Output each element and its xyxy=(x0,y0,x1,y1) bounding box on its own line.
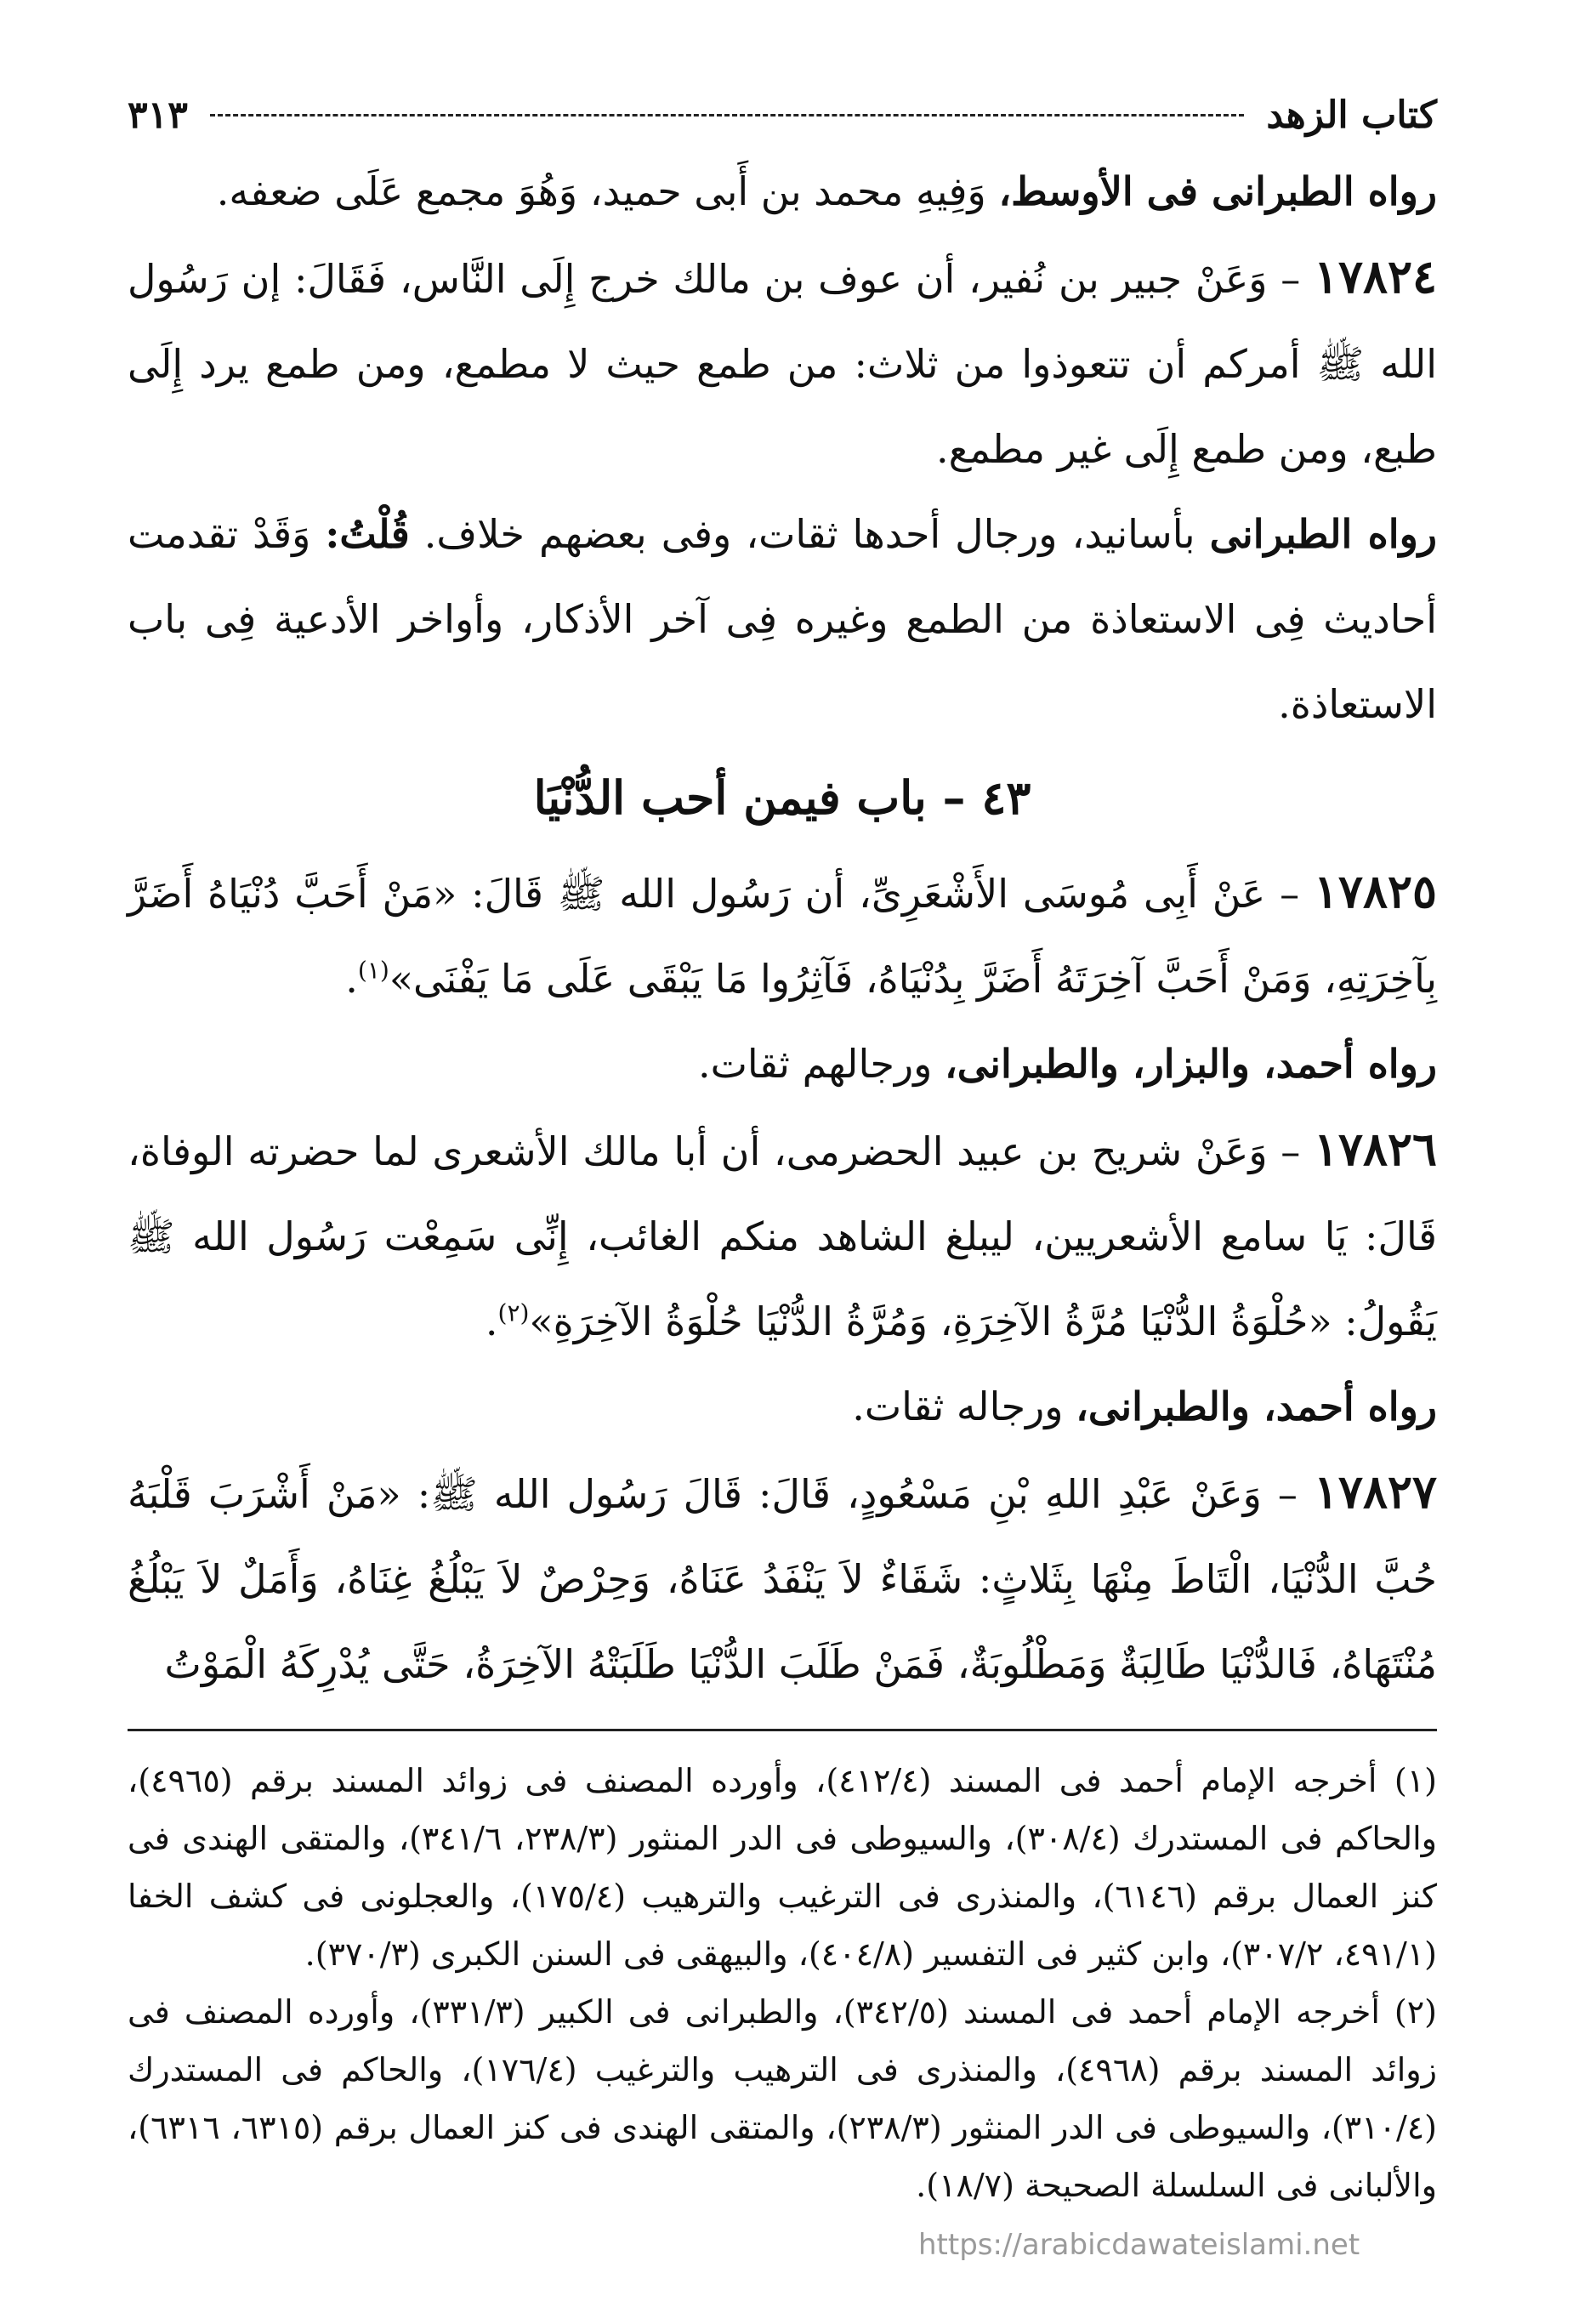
narration-text: ورجالهم ثقات. xyxy=(697,1041,945,1087)
paragraph-narration-7 xyxy=(128,1364,1437,1449)
hadith-end: . xyxy=(345,956,358,1002)
footnote-ref[interactable]: (١) xyxy=(357,956,389,985)
watermark-url: https://arabicdawateislami.net xyxy=(918,2228,1360,2262)
narration-source: رواه أحمد، والبزار، والطبرانى، xyxy=(944,1041,1437,1087)
hadith-text: – وَعَنْ عَبْدِ اللهِ بْنِ مَسْعُودٍ، قَالَ: قَالَ رَسُول الله ﷺ: «مَنْ أَشْرَبَ قَلْبَهُ حُبَّ الدُّنْيَا، الْتَاطَ مِنْهَا بِثَلاثٍ: شَقَاءٌ لاَ يَنْفَدُ عَنَاهُ، وَحِرْصٌ لاَ يَبْلُغُ غِنَاهُ، وَأَمَلٌ لاَ يَبْلُغُ مُنْتَهَاهُ، فَالدُّنْيَا طَالِبَةٌ وَمَطْلُوبَةٌ، فَمَنْ طَلَبَ الدُّنْيَا طَلَبَتْهُ الآخِرَةُ، حَتَّى يُدْرِكَهُ الْمَوْتُ xyxy=(128,1471,1437,1687)
hadith-17824 xyxy=(128,234,1437,492)
page-number: ٣١٣ xyxy=(128,93,188,137)
book-page xyxy=(128,81,1437,2258)
hadith-number: ١٧٨٢٦ xyxy=(1313,1122,1437,1176)
narration-text: ورجاله ثقات. xyxy=(852,1384,1076,1429)
narration-source: رواه الطبرانى فى الأوسط، xyxy=(998,168,1437,214)
hadith-17827 xyxy=(128,1449,1437,1707)
hadith-text: – وَعَنْ شريح بن عبيد الحضرمى، أن أبا مالك الأشعرى لما حضرته الوفاة، قَالَ: يَا سامع الأشعريين، ليبلغ الشاهد منكم الغائب، إِنِّى سَمِعْت رَسُول الله ﷺ يَقُولُ: «حُلْوَةُ الدُّنْيَا مُرَّةُ الآخِرَةِ، وَمُرَّةُ الدُّنْيَا حُلْوَةُ الآخِرَةِ» xyxy=(128,1128,1437,1344)
header-rule xyxy=(210,114,1245,116)
author-note-text: وَقَدْ تقدمت أحاديث فِى الاستعاذة من الطمع وغيره فِى آخر الأذكار، وأواخر الأدعية فِى باب الاستعاذة. xyxy=(128,511,1437,727)
hadith-number: ١٧٨٢٤ xyxy=(1313,249,1437,304)
footnote-ref[interactable]: (٢) xyxy=(497,1298,530,1327)
hadith-end: . xyxy=(485,1298,498,1344)
footnote-1: (١) أخرجه الإمام أحمد فى المسند (٤١٢/٤)، وأورده المصنف فى زوائد المسند برقم (٤٩٦٥)، والحاكم فى المستدرك (٣٠٨/٤)، والسيوطى فى الدر المنثور (٢٣٨/٣، ٣٤١/٦)، والمتقى الهندى فى كنز العمال برقم (٦١٤٦)، والمنذرى فى الترغيب والترهيب (١٧٥/٤)، والعجلونى فى كشف الخفا (٤٩١/١، ٣٠٧/٢)، وابن كثير فى التفسير (٤٠٤/٨)، والبيهقى فى السنن الكبرى (٣٧٠/٣). xyxy=(128,1762,1437,1973)
narration-source: رواه الطبرانى xyxy=(1209,511,1437,557)
paragraph-narration-3 xyxy=(128,492,1437,747)
narration-source: رواه أحمد، والطبرانى، xyxy=(1076,1384,1437,1429)
book-title: كتاب الزهد xyxy=(1266,93,1437,137)
chapter-heading: ٤٣ – باب فيمن أحب الدُّنْيَا xyxy=(533,770,1031,825)
footnote-2: (٢) أخرجه الإمام أحمد فى المسند (٣٤٢/٥)، والطبرانى فى الكبير (٣٣١/٣)، وأورده المصنف فى زوائد المسند برقم (٤٩٦٨)، والمنذرى فى الترهيب والترغيب (١٧٦/٤)، والحاكم فى المستدرك (٣١٠/٤)، والسيوطى فى الدر المنثور (٢٣٨/٣)، والمتقى الهندى فى كنز العمال برقم (٦٣١٥، ٦٣١٦)، والألبانى فى السلسلة الصحيحة (١٨/٧). xyxy=(128,1993,1438,2204)
narration-text: وَفِيهِ محمد بن أَبى حميد، وَهُوَ مجمع عَلَى ضعفه. xyxy=(216,168,999,214)
hadith-text: – عَنْ أَبِى مُوسَى الأَشْعَرِىِّ، أن رَسُول الله ﷺ قَالَ: «مَنْ أَحَبَّ دُنْيَاهُ أَضَرَّ بِآخِرَتِهِ، وَمَنْ أَحَبَّ آخِرَتَهُ أَضَرَّ بِدُنْيَاهُ، فَآثِرُوا مَا يَبْقَى عَلَى مَا يَفْنَى» xyxy=(128,871,1437,1002)
author-note-label: قُلْتُ: xyxy=(325,511,410,557)
hadith-17825 xyxy=(128,849,1437,1021)
hadith-number: ١٧٨٢٥ xyxy=(1313,864,1437,918)
paragraph-narration-5 xyxy=(128,1021,1437,1106)
footnote-divider xyxy=(128,1729,1437,1731)
narration-text: بأسانيد، ورجال أحدها ثقات، وفى بعضهم خلاف. xyxy=(409,511,1210,557)
paragraph-narration-1 xyxy=(128,149,1437,234)
running-header xyxy=(128,81,1437,149)
hadith-17826 xyxy=(128,1106,1437,1364)
hadith-number: ١٧٨٢٧ xyxy=(1313,1464,1437,1519)
hadith-text: – وَعَنْ جبير بن نُفير، أن عوف بن مالك خرج إِلَى النَّاس، فَقَالَ: إن رَسُول الله ﷺ أمركم أن تتعوذوا من ثلاث: من طمع حيث لا مطمع، ومن طمع يرد إِلَى طبع، ومن طمع إِلَى غير مطمع. xyxy=(128,256,1437,472)
